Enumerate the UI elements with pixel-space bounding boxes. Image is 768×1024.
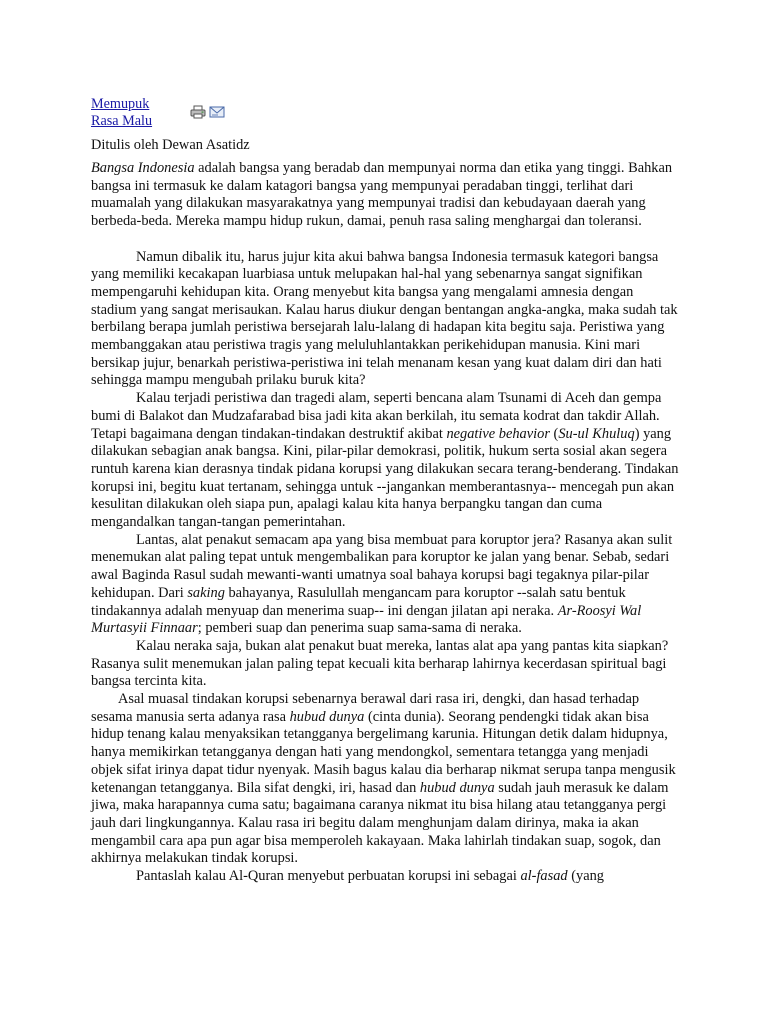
email-icon[interactable] [209,105,225,119]
article-container [91,96,681,886]
paragraph-6-emphasis-1: hubud dunya [289,708,365,725]
paragraph-1-emphasis-1: Bangsa Indonesia [91,160,195,176]
article-title-link[interactable] [91,96,169,130]
paragraph-3 [91,390,681,532]
paragraph-1 [91,160,681,231]
paragraph-3-text-1: Kalau terjadi peristiwa dan tragedi alam, seperti bencana alam Tsunami di Aceh dan gempa bumi di Balakot dan Mudzafarabad bisa jadi kita akan berkilah, itu semata kodrat dan takdir Allah. Tetapi bagaimana dengan tindakan-tindakan destruktif akibat [91,390,662,442]
paragraph-7 [91,868,681,886]
paragraph-2 [91,249,681,391]
paragraph-6-text-3: sudah jauh merasuk ke dalam jiwa, maka harapannya cuma satu; bagaimana caranya nikmat itu bisa hilang atau tetangganya pergi jauh dari lingkungannya. Kalau rasa iri begitu dalam menghunjam dalam dirinya, maka ia akan mengambil cara apa pun agar bisa memperoleh kakayaan. Maka lahirlah tindakan suap, sogok, dan akhirnya melakukan tindak korupsi. [91,779,669,867]
paragraph-7-text-1: Pantaslah kalau Al-Quran menyebut perbuatan korupsi ini sebagai [136,868,521,885]
paragraph-3-emphasis-2: Su-ul Khuluq [558,425,635,442]
paragraph-7-text-2: (yang [567,868,604,885]
paragraph-3-emphasis-1: negative behavior [446,425,550,442]
paragraph-5 [91,638,681,691]
paragraph-2-text-1: Namun dibalik itu, harus jujur kita akui bahwa bangsa Indonesia termasuk kategori bangsa yang memiliki kecakapan luarbiasa untuk melupakan hal-hal yang sebenarnya sangat signifikan mempengaruhi kehidupan kita. Orang menyebut kita bangsa yang mengalami amnesia dengan stadium yang sangat merisaukan. Kalau harus diukur dengan bentangan angka-angka, maka sudah tak berbilang berapa jumlah peristiwa bersejarah lalu-lalang di hadapan kita begitu saja. Peristiwa yang membanggakan atau peristiwa tragis yang meluluhlantakkan perikehidupan manusia. Kini mari bersikap jujur, benarkah peristiwa-peristiwa ini telah menanam kesan yang kuat dalam diri dan hati sehingga mampu mengubah prilaku buruk kita? [91,248,678,389]
article-title-line-2: Rasa Malu [91,113,153,129]
paragraph-4-text-3: ; pemberi suap dan penerima suap sama-sama di neraka. [197,620,522,637]
paragraph-6-text-1: Asal muasal tindakan korupsi sebenarnya berawal dari rasa iri, dengki, dan hasad terhadap sesama manusia serta adanya rasa [91,691,640,725]
paragraph-7-emphasis-1: al-fasad [520,868,568,885]
paragraph-4-emphasis-2: Ar-Roosyi Wal Murtasyii Finnaar [91,602,642,637]
article-tools [190,105,225,119]
paragraph-1-text-1: adalah bangsa yang beradab dan mempunyai norma dan etika yang tinggi. Bahkan bangsa ini termasuk ke dalam katagori bangsa yang mempunyai peradaban tinggi, terlihat dari muamalah yang dilakukan masyarakatnya yang mempunyai tradisi dan kebudayaan daerah yang berbeda-beda. Mereka mampu hidup rukun, damai, penuh rasa saling menghargai dan toleransi. [91,160,673,230]
article-title-line-1: Memupuk [91,96,150,112]
paragraph-6-text-2: (cinta dunia). Seorang pendengki tidak akan bisa hidup tenang kalau menyaksikan tetangganya bergelimang karunia. Hitungan detik dalam hidupnya, hanya memikirkan tetangganya dengan hati yang mendongkol, sementara tetangga yang menjadi objek sifat irinya dapat tidur nyenyak. Masih bagus kalau dia berharap nikmat serupa tanpa mengusik ketenangan tetangganya. Bila sifat dengki, iri, hasad dan [91,708,676,796]
paragraph-3-text-3: ) yang dilakukan sebagian anak bangsa. Kini, pilar-pilar demokrasi, politik, hukum serta sosial akan segera runtuh karena kian derasnya tindak pidana korupsi yang dilakukan secara terang-benderang. Tindakan korupsi ini, begitu kuat tertanam, sehingga untuk --jangankan memberantasnya-- mencegah pun akan kesulitan dilakukan oleh siapa pun, apalagi kalau kita hanya berpangku tangan dan cuma mengandalkan tangan-tangan pemerintahan. [91,425,679,531]
paragraph-5-text-1: Kalau neraka saja, bukan alat penakut buat mereka, lantas alat apa yang pantas kita siapkan? Rasanya sulit menemukan jalan paling tepat kecuali kita berharap lahirnya kecerdasan spiritual bagi bangsa tercinta kita. [91,637,669,690]
paragraph-6-emphasis-2: hubud dunya [419,779,495,796]
paragraph-4-emphasis-1: saking [187,584,225,601]
paragraph-4 [91,532,681,638]
paragraph-4-text-1: Lantas, alat penakut semacam apa yang bisa membuat para koruptor jera? Rasanya akan sulit menemukan alat paling tepat untuk mengembalikan para koruptor ke jalan yang benar. Sebab, sedari awal Baginda Rasul sudah mewanti-wanti umatnya soal bahaya korupsi bagi tegaknya pilar-pilar kehidupan. Dari [91,531,673,601]
printer-icon[interactable] [190,105,206,119]
paragraph-6 [91,691,681,868]
paragraph-3-text-2: ( [549,425,559,442]
article-body [91,160,681,886]
article-header [91,96,681,132]
article-author: Ditulis oleh Dewan Asatidz [91,137,250,153]
paragraph-4-text-2: bahayanya, Rasulullah mengancam para koruptor --salah satu bentuk tindakannya adalah menyuap dan menerima suap-- ini dengan jilatan api neraka. [91,584,626,619]
